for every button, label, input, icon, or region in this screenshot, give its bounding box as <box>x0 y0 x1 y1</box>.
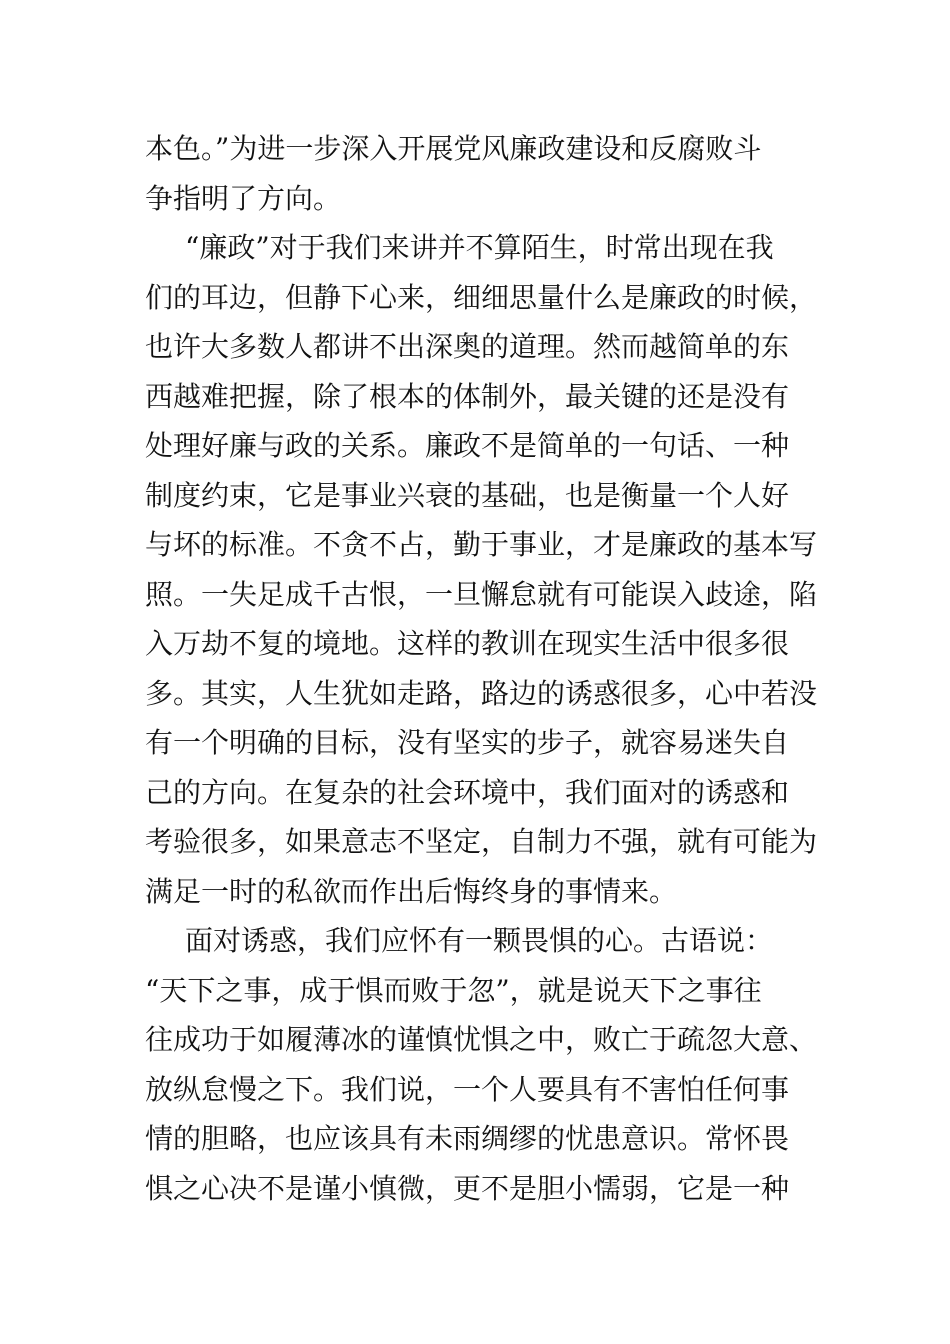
text-line: 也许大多数人都讲不出深奥的道理。然而越简单的东 <box>145 330 790 363</box>
text-line: 情的胆略，也应该具有未雨绸缪的忧患意识。常怀畏 <box>145 1122 790 1155</box>
text-line: 放纵怠慢之下。我们说，一个人要具有不害怕任何事 <box>145 1072 790 1106</box>
text-line: 西越难把握，除了根本的体制外，最关键的还是没有 <box>145 379 790 413</box>
text-line: 考验很多，如果意志不坚定，自制力不强，就有可能为 <box>145 825 818 858</box>
paragraph-2 <box>145 223 818 916</box>
text-line: 惧之心决不是谨小慎微，更不是胆小懦弱，它是一种 <box>145 1171 790 1205</box>
text-line: 本色。”为进一步深入开展党风廉政建设和反腐败斗 <box>145 132 762 165</box>
text-line: 处理好廉与政的关系。廉政不是简单的一句话、一种 <box>145 429 790 462</box>
paragraph-1 <box>145 124 815 223</box>
text-line: 照。一失足成千古恨，一旦懈怠就有可能误入歧途，陷 <box>145 577 818 611</box>
text-line: 争指明了方向。 <box>145 181 342 215</box>
text-line: 满足一时的私欲而作出后悔终身的事情来。 <box>145 874 678 908</box>
text-line: 往成功于如履薄冰的谨慎忧惧之中，败亡于疏忽大意、 <box>145 1023 818 1056</box>
body-text <box>145 124 818 1213</box>
text-line: 与坏的标准。不贪不占，勤于事业，才是廉政的基本写 <box>145 528 818 561</box>
text-line: 多。其实，人生犹如走路，路边的诱惑很多，心中若没 <box>145 676 818 710</box>
text-line: 入万劫不复的境地。这样的教训在现实生活中很多很 <box>145 627 790 660</box>
text-line: 面对诱惑，我们应怀有一颗畏惧的心。古语说： <box>185 924 774 957</box>
text-line: 们的耳边，但静下心来，细细思量什么是廉政的时候， <box>145 280 818 314</box>
text-line: 己的方向。在复杂的社会环境中，我们面对的诱惑和 <box>145 775 790 809</box>
paragraph-3 <box>145 916 818 1213</box>
text-line: “天下之事，成于惧而败于忽”，就是说天下之事往 <box>145 973 762 1007</box>
text-line: “廉政”对于我们来讲并不算陌生，时常出现在我 <box>185 231 774 264</box>
text-line: 有一个明确的目标，没有坚实的步子，就容易迷失自 <box>145 726 790 759</box>
text-line: 制度约束，它是事业兴衰的基础，也是衡量一个人好 <box>145 478 790 512</box>
